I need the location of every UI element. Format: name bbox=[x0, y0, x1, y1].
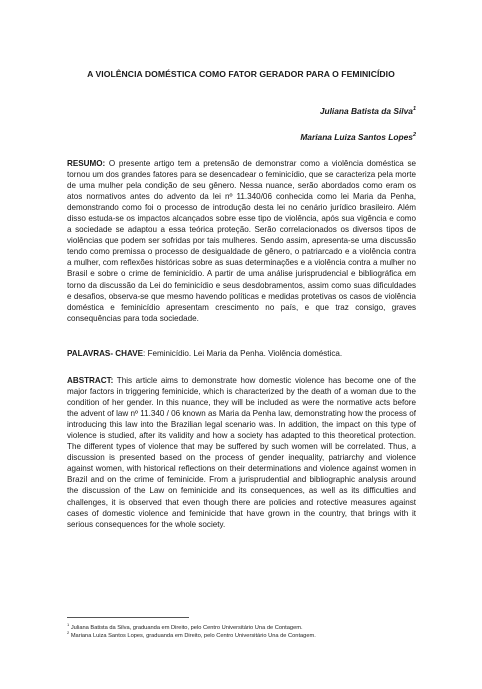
keywords-section bbox=[67, 348, 416, 359]
paper-title: A VIOLÊNCIA DOMÉSTICA COMO FATOR GERADOR PARA O FEMINICÍDIO bbox=[87, 69, 395, 79]
author-1 bbox=[320, 106, 416, 116]
author-1-footnote-mark: 1 bbox=[412, 106, 416, 113]
footnote-2-text: Mariana Luiza Santos Lopes, graduanda em Direito, pelo Centro Universitário Una de Contagem. bbox=[69, 632, 316, 639]
footnote-2 bbox=[67, 629, 442, 640]
footnote-1-text: Juliana Batista da Silva, graduanda em Direito, pelo Centro Universitário Una de Contagem. bbox=[69, 624, 303, 631]
abstract-section bbox=[67, 375, 416, 530]
author-2-name: Mariana Luiza Santos Lopes bbox=[300, 132, 413, 142]
keywords-text: : Feminicídio. Lei Maria da Penha. Violência doméstica. bbox=[143, 349, 343, 358]
abstract-text: This article aims to demonstrate how domestic violence has become one of the major factors in triggering feminicide, which is characterized by the death of a woman due to the condition of her gender. In this nuance, they will be included as were the normative acts before the advent of law nº 11.340 / 06 known as Maria da Penha law, demonstrating how the process of introducing this law into the Brazilian legal scenario was. In addition, the impact on this type of violence is studied, after its validity and how a society has adapted to this theoretical protection. The different types of violence that may be suffered by such women will be correlated. Thus, a discussion is presented based on the process of gender inequality, patriarchy and violence against women, with historical reflections on their determinations and violence against women in Brazil and on the crime of feminicide. From a jurisprudential and bibliographic analysis around the discussion of the Law on feminicide and its consequences, as well as its difficulties and challenges, it is observed that even though there are policies and rotective measures against cases of domestic violence and feminicide that have grown in the country, that brings with it serious consequences for the whole society. bbox=[67, 376, 416, 529]
resumo-section bbox=[67, 158, 416, 324]
resumo-text: O presente artigo tem a pretensão de demonstrar como a violência doméstica se tornou um dos grandes fatores para se desencadear o feminicídio, que se caracteriza pela morte de uma mulher pela condição de seu gênero. Nessa nuance, serão abordados como eram os atos normativos antes do advento da lei nº 11.340/06 conhecida como lei Maria da Penha, demonstrando como foi o processo de introdução desta lei no cenário jurídico brasileiro. Além disso estuda-se os impactos alcançados sobre esse tipo de violência, após sua vigência e como a sociedade se adaptou a essa teórica proteção. Serão correlacionados os diversos tipos de violências que podem ser sofridas por tais mulheres. Sendo assim, apresenta-se uma discussão tendo como premissa o processo de desigualdade de gênero, o patriarcado e a violência contra a mulher, com reflexões históricas sobre as suas determinações e a violência contra a mulher no Brasil e sobre o crime de feminicídio. A partir de uma análise jurisprudencial e bibliográfica em torno da discussão da Lei do feminicídio e seus desdobramentos, assim como suas dificuldades e desafios, observa-se que mesmo havendo políticas e medidas protetivas os casos de violência doméstica e feminicídio apresentam crescimento no país, e que traz consigo, graves consequências para toda sociedade. bbox=[67, 159, 417, 323]
footnote-2-mark: 2 bbox=[67, 630, 70, 635]
author-2 bbox=[300, 132, 416, 142]
abstract-label: ABSTRACT: bbox=[67, 376, 114, 385]
footnote-divider bbox=[67, 617, 189, 618]
author-1-name: Juliana Batista da Silva bbox=[319, 106, 413, 116]
footnote-1-mark: 1 bbox=[67, 622, 70, 627]
author-2-footnote-mark: 2 bbox=[412, 132, 416, 139]
resumo-label: RESUMO: bbox=[67, 159, 106, 168]
keywords-label: PALAVRAS- CHAVE bbox=[67, 349, 143, 358]
